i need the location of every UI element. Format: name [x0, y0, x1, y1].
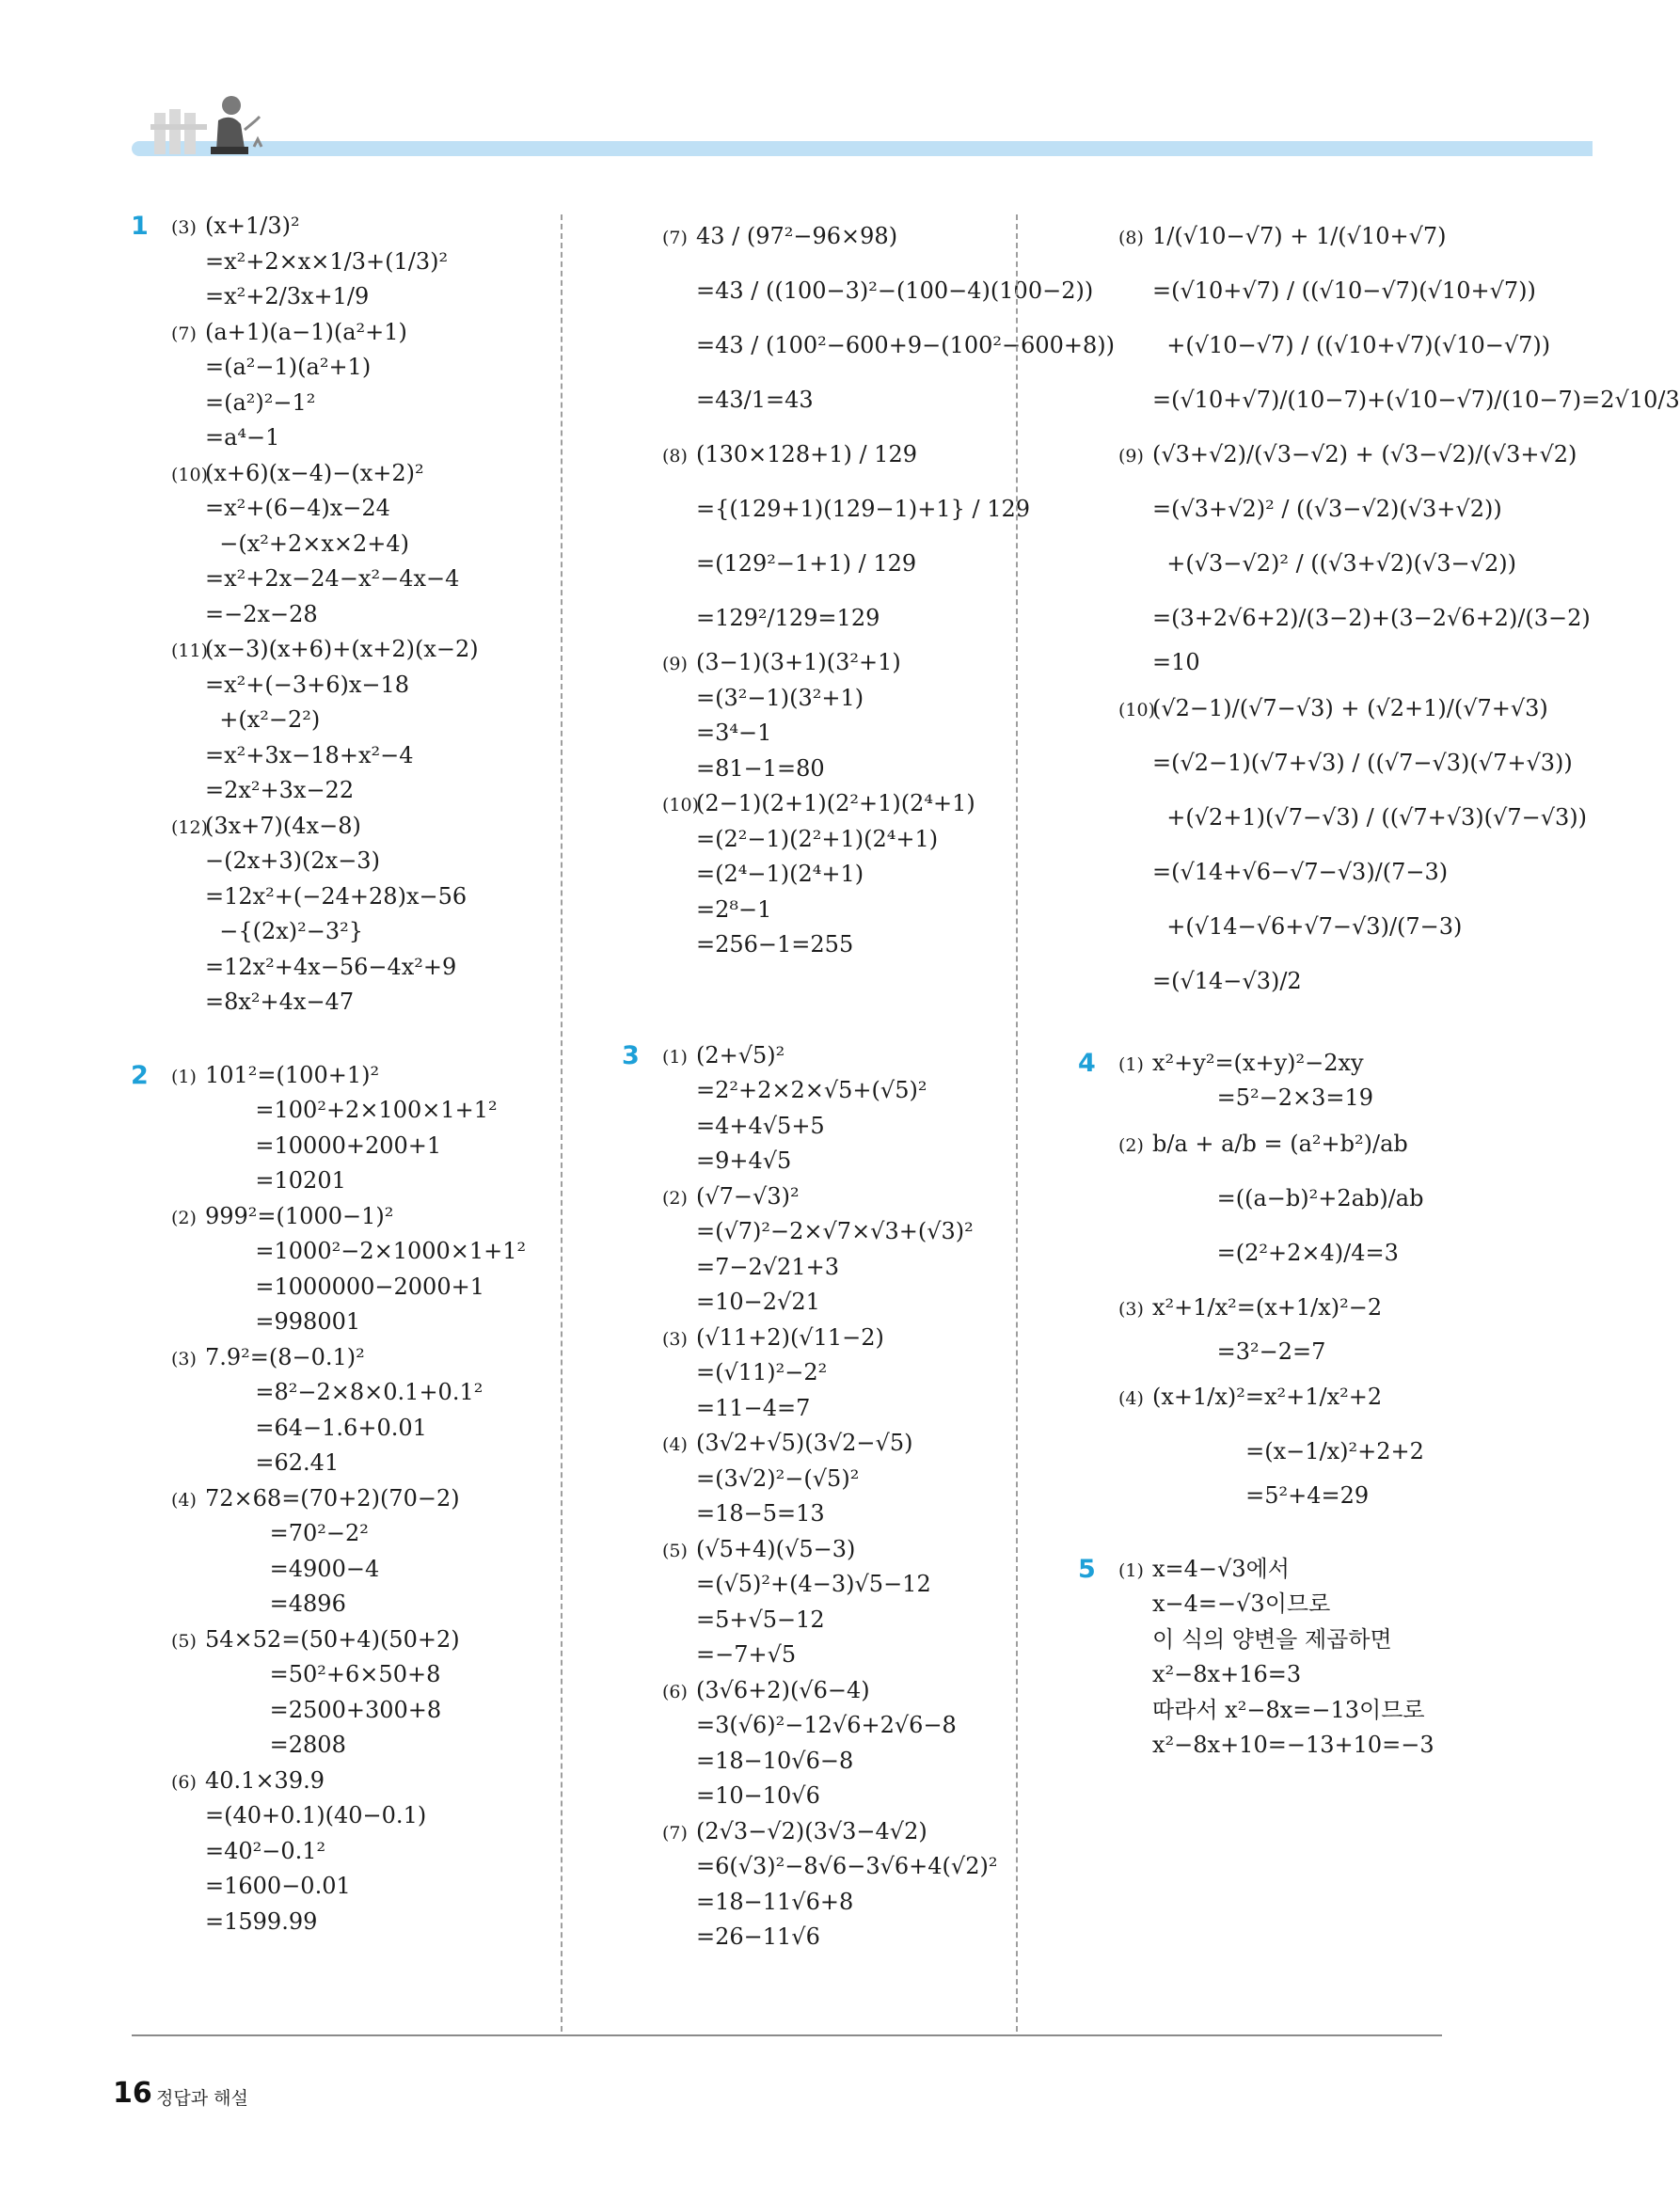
problem-number: 3: [622, 1040, 640, 1070]
spacer: [1079, 1514, 1530, 1552]
solution-line: [132, 844, 583, 879]
math-expression: (√3+√2)/(√3−√2) + (√3−√2)/(√3+√2): [1152, 441, 1577, 467]
solution-line: [132, 632, 583, 668]
solution-line: [623, 1814, 1074, 1850]
solution-line: [1079, 591, 1591, 645]
sub-problem-label: (4): [171, 1489, 197, 1511]
answer-column-3: [1078, 209, 1680, 1764]
math-expression: =6(√3)²−8√6−3√6+4(√2)²: [696, 1853, 998, 1879]
solution-line: [623, 1321, 1074, 1356]
math-expression: (√2−1)/(√7−√3) + (√2+1)/(√7+√3): [1152, 694, 1548, 721]
solution-line: [1079, 645, 1530, 681]
solution-line: [623, 372, 1074, 427]
solution-line: [132, 420, 583, 456]
solution-line: [132, 1552, 583, 1588]
solution-line: [623, 1462, 1074, 1497]
math-expression: (130×128+1) / 129: [696, 441, 917, 467]
solution-line: [132, 914, 583, 950]
solution-line: [623, 681, 1074, 717]
math-expression: +(√10−√7) / ((√10+√7)(√10−√7)): [1152, 332, 1551, 358]
sub-problem-label: (6): [662, 1681, 688, 1702]
math-expression: (2−1)(2+1)(2²+1)(2⁴+1): [696, 790, 975, 816]
solution-line: [132, 1058, 583, 1094]
math-expression: (3−1)(3+1)(3²+1): [696, 649, 901, 675]
solution-line: [132, 1728, 583, 1764]
math-expression: =10: [1152, 649, 1200, 675]
math-expression: =(√11)²−2²: [696, 1359, 828, 1385]
column-divider: [1016, 214, 1018, 2032]
math-expression: =256−1=255: [696, 931, 854, 958]
sub-problem-label: (4): [662, 1434, 688, 1455]
solution-line: [1079, 1171, 1530, 1226]
math-expression: x²+1/x²=(x+1/x)²−2: [1152, 1293, 1383, 1321]
solution-line: [1079, 1424, 1530, 1479]
solution-line: [132, 1481, 583, 1517]
sub-problem-label: (3): [171, 217, 197, 238]
math-expression: =(√5)²+(4−3)√5−12: [696, 1571, 931, 1597]
math-expression: =(√10+√7)/(10−7)+(√10−√7)/(10−7)=2√10/3: [1152, 387, 1680, 413]
math-expression: =2808: [205, 1732, 346, 1758]
solution-line: [132, 1129, 583, 1164]
solution-line: [1079, 427, 1577, 482]
solution-line: [623, 1109, 1074, 1145]
math-expression: =26−11√6: [696, 1923, 820, 1950]
math-expression: =70²−2²: [205, 1520, 369, 1546]
solution-line: [1079, 845, 1530, 899]
math-expression: b/a + a/b = (a²+b²)/ab: [1152, 1130, 1408, 1157]
sub-problem-label: (8): [662, 446, 688, 467]
solution-line: [623, 893, 1074, 928]
math-expression: =10000+200+1: [205, 1132, 442, 1159]
sub-problem-label: (10): [662, 795, 700, 815]
math-expression: (x+6)(x−4)−(x+2)²: [205, 459, 424, 486]
math-expression: =43 / (100²−600+9−(100²−600+8)): [696, 332, 1116, 358]
solution-line: [623, 1355, 1074, 1391]
solution-line: [623, 857, 1074, 893]
solution-line: [132, 1693, 583, 1729]
math-expression: (2√3−√2)(3√3−4√2): [696, 1817, 927, 1844]
math-expression: =4896: [205, 1591, 346, 1617]
solution-line: [623, 263, 1094, 318]
math-expression: (√5+4)(√5−3): [696, 1535, 856, 1562]
solution-line: [623, 209, 1074, 263]
solution-line: [132, 1764, 583, 1799]
solution-line: [623, 1849, 1074, 1885]
solution-line: [132, 1340, 583, 1376]
solution-line: [132, 456, 583, 492]
column-divider: [561, 214, 563, 2032]
solution-line: [132, 1199, 583, 1235]
math-expression: x²+y²=(x+y)²−2xy: [1152, 1049, 1364, 1076]
sub-problem-label: (1): [171, 1066, 197, 1087]
solution-line: [623, 1496, 1074, 1532]
math-expression: =(√10+√7) / ((√10−√7)(√10+√7)): [1152, 277, 1536, 304]
solution-line: [623, 482, 1074, 536]
problem-number: 4: [1078, 1048, 1096, 1078]
math-expression: =(2²+2×4)/4=3: [1152, 1239, 1399, 1266]
solution-line: [1079, 209, 1530, 263]
math-expression: =8²−2×8×0.1+0.1²: [205, 1379, 483, 1405]
math-expression: =10201: [205, 1167, 346, 1194]
solution-line: [132, 527, 583, 562]
spacer: [623, 963, 1074, 1001]
solution-line: [132, 1305, 583, 1340]
math-expression: =(2²−1)(2²+1)(2⁴+1): [696, 825, 939, 852]
math-expression: (√11+2)(√11−2): [696, 1323, 884, 1351]
solution-line: [1079, 790, 1587, 845]
solution-line: [1079, 1587, 1530, 1622]
math-expression: =18−5=13: [696, 1500, 825, 1527]
math-expression: =2x²+3x−22: [205, 777, 355, 803]
solution-line: [132, 1270, 583, 1306]
math-expression: =x²+3x−18+x²−4: [205, 741, 414, 768]
sub-problem-label: (1): [1118, 1559, 1144, 1581]
solution-line: [623, 1744, 1074, 1780]
math-expression: =(129²−1+1) / 129: [696, 550, 917, 577]
math-expression: =3(√6)²−12√6+2√6−8: [696, 1712, 957, 1738]
solution-line: [1079, 681, 1548, 736]
solution-line: [623, 752, 1074, 787]
math-expression: =43/1=43: [696, 387, 814, 413]
sub-problem-label: (1): [662, 1046, 688, 1068]
math-expression: =43 / ((100−3)²−(100−4)(100−2)): [696, 277, 1094, 304]
solution-line: [1079, 1081, 1530, 1116]
solution-line: [1079, 1116, 1530, 1171]
solution-line: [623, 1038, 1074, 1074]
answer-column-2: [622, 209, 1116, 1955]
solution-line: [132, 703, 583, 738]
math-expression: =4900−4: [205, 1555, 380, 1582]
solution-line: [132, 773, 583, 809]
solution-line: [1079, 1479, 1530, 1514]
math-expression: =11−4=7: [696, 1394, 811, 1421]
solution-line: [623, 1638, 1074, 1673]
solution-line: [623, 1391, 1074, 1427]
solution-line: [132, 562, 583, 597]
sub-problem-label: (6): [171, 1771, 197, 1793]
math-expression: +(x²−2²): [205, 706, 321, 733]
solution-line: [132, 209, 583, 245]
math-expression: x²−8x+16=3: [1152, 1661, 1302, 1687]
sub-problem-label: (9): [1118, 446, 1144, 467]
solution-line: [132, 1411, 583, 1447]
sub-problem-label: (2): [662, 1187, 688, 1209]
math-expression: 54×52=(50+4)(50+2): [205, 1625, 460, 1653]
math-expression: =10−10√6: [696, 1782, 820, 1809]
math-expression: =1599.99: [205, 1907, 318, 1935]
solution-line: [1079, 899, 1530, 954]
math-expression: =5²−2×3=19: [1152, 1084, 1374, 1111]
math-expression: =−7+√5: [696, 1641, 797, 1668]
sub-problem-label: (7): [662, 228, 688, 248]
solution-line: [132, 350, 583, 386]
math-expression: =((a−b)²+2ab)/ab: [1152, 1184, 1424, 1211]
problem-number: 5: [1078, 1554, 1096, 1584]
answer-column-1: [132, 209, 583, 1939]
math-expression: =3⁴−1: [696, 720, 772, 746]
math-expression: (x+1/x)²=x²+1/x²+2: [1152, 1384, 1383, 1410]
solution-line: [1079, 372, 1680, 427]
sub-problem-label: (5): [662, 1540, 688, 1561]
solution-line: [132, 1234, 583, 1270]
math-expression: =12x²+4x−56−4x²+9: [205, 953, 457, 980]
math-expression: =x²+(6−4)x−24: [205, 495, 390, 521]
math-expression: (3√6+2)(√6−4): [696, 1676, 870, 1703]
sub-problem-label: (2): [1118, 1134, 1144, 1156]
solution-line: [132, 386, 583, 421]
math-expression: =100²+2×100×1+1²: [205, 1097, 498, 1123]
solution-line: [623, 1285, 1074, 1321]
math-expression: +(√2+1)(√7−√3) / ((√7+√3)(√7−√3)): [1152, 803, 1587, 831]
problem-number: 2: [131, 1060, 149, 1090]
solution-line: [132, 1869, 583, 1905]
solution-line: [623, 1673, 1074, 1709]
math-expression: =40²−0.1²: [205, 1837, 326, 1864]
solution-line: [132, 985, 583, 1021]
math-expression: =1000000−2000+1: [205, 1273, 484, 1300]
sub-problem-label: (9): [662, 654, 688, 674]
math-expression: 7.9²=(8−0.1)²: [205, 1343, 365, 1370]
math-expression: =3²−2=7: [1152, 1337, 1326, 1365]
math-expression: =(3²−1)(3²+1): [696, 684, 864, 711]
solution-line: [1079, 263, 1536, 318]
solution-line: [623, 1073, 1074, 1109]
sub-problem-label: (8): [1118, 228, 1144, 248]
math-expression: =2²+2×2×√5+(√5)²: [696, 1077, 927, 1103]
math-expression: =1000²−2×1000×1+1²: [205, 1238, 527, 1264]
math-expression: =129²/129=129: [696, 605, 880, 631]
math-expression: =(x−1/x)²+2+2: [1152, 1438, 1424, 1464]
solution-line: [1079, 1693, 1530, 1729]
spacer: [132, 1021, 583, 1058]
solution-line: [132, 1905, 583, 1940]
solution-line: [132, 279, 583, 315]
math-expression: =10−2√21: [696, 1289, 820, 1315]
math-expression: =18−10√6−8: [696, 1747, 854, 1774]
math-expression: (x+1/3)²: [205, 213, 300, 239]
math-expression: +(√3−√2)² / ((√3+√2)(√3−√2)): [1152, 550, 1516, 577]
solution-line: [132, 1375, 583, 1411]
solution-line: [623, 1179, 1074, 1215]
solution-line: [623, 1250, 1074, 1286]
solution-line: [1079, 482, 1530, 536]
solution-line: [132, 879, 583, 915]
solution-line: [132, 597, 583, 633]
solution-line: [132, 1622, 583, 1658]
solution-line: [623, 591, 1074, 645]
math-expression: −(2x+3)(2x−3): [205, 847, 380, 874]
math-expression: =(40+0.1)(40−0.1): [205, 1802, 427, 1828]
math-expression: x−4=−√3이므로: [1152, 1591, 1331, 1617]
math-expression: =(3√2)²−(√5)²: [696, 1464, 860, 1492]
math-expression: (√7−√3)²: [696, 1182, 800, 1210]
math-expression: (3x+7)(4x−8): [205, 812, 361, 839]
math-expression: (3√2+√5)(3√2−√5): [696, 1430, 913, 1456]
solution-line: [623, 1885, 1074, 1921]
math-expression: (x−3)(x+6)+(x+2)(x−2): [205, 636, 479, 662]
math-expression: x=4−√3에서: [1152, 1555, 1290, 1582]
solution-line: [623, 927, 1074, 963]
solution-line: [132, 491, 583, 527]
solution-line: [132, 1446, 583, 1481]
sub-problem-label: (7): [662, 1822, 688, 1844]
solution-line: [623, 786, 1074, 822]
math-expression: =(2⁴−1)(2⁴+1): [696, 861, 864, 887]
math-expression: =2500+300+8: [205, 1696, 442, 1723]
math-expression: =18−11√6+8: [696, 1888, 854, 1915]
sub-problem-label: (7): [171, 323, 197, 344]
solution-line: [1079, 954, 1530, 1008]
sub-problem-label: (5): [171, 1630, 197, 1652]
solution-line: [132, 315, 583, 351]
solution-line: [1079, 1622, 1530, 1658]
math-expression: =(√3+√2)² / ((√3−√2)(√3+√2)): [1152, 496, 1502, 522]
sub-problem-label: (4): [1118, 1388, 1144, 1409]
math-expression: =9+4√5: [696, 1147, 792, 1174]
math-expression: =7−2√21+3: [696, 1253, 839, 1280]
solution-line: [1079, 1280, 1530, 1335]
math-expression: =62.41: [205, 1449, 340, 1476]
math-expression: =8x²+4x−47: [205, 989, 355, 1015]
math-expression: =5+√5−12: [696, 1606, 825, 1633]
spacer: [1079, 1008, 1530, 1046]
page-number: 16: [113, 2077, 152, 2110]
solution-line: [1079, 736, 1573, 790]
solution-line: [623, 1532, 1074, 1568]
sub-problem-label: (11): [171, 641, 209, 661]
sub-problem-label: (2): [171, 1207, 197, 1228]
solution-line: [132, 1657, 583, 1693]
math-expression: =x²+2/3x+1/9: [205, 283, 370, 309]
math-expression: =(√2−1)(√7+√3) / ((√7−√3)(√7+√3)): [1152, 749, 1573, 776]
solution-line: [623, 645, 1074, 681]
math-expression: 이 식의 양변을 제곱하면: [1152, 1625, 1392, 1653]
solution-line: [132, 668, 583, 704]
math-expression: =x²+2×x×1/3+(1/3)²: [205, 247, 449, 275]
math-expression: +(√14−√6+√7−√3)/(7−3): [1152, 912, 1463, 940]
footer-section-title: 정답과 해설: [156, 2088, 248, 2109]
math-expression: x²−8x+10=−13+10=−3: [1152, 1732, 1434, 1758]
math-expression: =(√14+√6−√7−√3)/(7−3): [1152, 858, 1449, 885]
math-expression: 101²=(100+1)²: [205, 1061, 380, 1088]
math-expression: =x²+(−3+6)x−18: [205, 671, 410, 698]
solution-line: [132, 245, 583, 280]
math-expression: =x²+2x−24−x²−4x−4: [205, 565, 460, 592]
problem-number: 1: [131, 212, 149, 241]
solution-line: [1079, 1046, 1530, 1082]
solution-line: [1079, 1552, 1530, 1588]
math-expression: =a⁴−1: [205, 424, 280, 451]
spacer: [623, 1001, 1074, 1038]
solution-line: [1079, 1226, 1530, 1280]
math-expression: −{(2x)²−3²}: [205, 918, 364, 944]
math-expression: =(√7)²−2×√7×√3+(√3)²: [696, 1218, 974, 1244]
solution-line: [623, 318, 1116, 372]
solution-line: [623, 1214, 1074, 1250]
sub-problem-label: (3): [1118, 1298, 1144, 1320]
math-expression: =−2x−28: [205, 600, 318, 627]
math-expression: =4+4√5+5: [696, 1112, 825, 1139]
solution-line: [1079, 1728, 1530, 1764]
math-expression: 72×68=(70+2)(70−2): [205, 1484, 460, 1512]
footer-rule: [132, 2034, 1442, 2036]
math-expression: −(x²+2×x×2+4): [205, 530, 410, 557]
math-expression: =(a²−1)(a²+1): [205, 354, 372, 380]
solution-line: [623, 427, 1074, 482]
solution-line: [623, 1144, 1074, 1179]
solution-line: [132, 1163, 583, 1199]
solution-line: [1079, 1335, 1530, 1370]
solution-line: [623, 1779, 1074, 1814]
sub-problem-label: (10): [171, 464, 209, 485]
header-bar: [132, 141, 1593, 156]
solution-line: [623, 1708, 1074, 1744]
solution-line: [132, 1093, 583, 1129]
solution-line: [132, 809, 583, 845]
person-gardening-illustration: [151, 92, 263, 156]
sub-problem-label: (1): [1118, 1053, 1144, 1075]
math-expression: (2+√5)²: [696, 1041, 785, 1068]
math-expression: =998001: [205, 1308, 361, 1335]
solution-line: [1079, 318, 1551, 372]
math-expression: =5²+4=29: [1152, 1482, 1370, 1509]
solution-line: [132, 1798, 583, 1834]
math-expression: 1/(√10−√7) + 1/(√10+√7): [1152, 223, 1447, 249]
solution-line: [1079, 1657, 1530, 1693]
solution-line: [132, 950, 583, 986]
solution-line: [1079, 1369, 1530, 1424]
math-expression: ={(129+1)(129−1)+1} / 129: [696, 496, 1031, 522]
math-expression: =(√14−√3)/2: [1152, 967, 1302, 994]
math-expression: =(3+2√6+2)/(3−2)+(3−2√6+2)/(3−2): [1152, 605, 1591, 631]
solution-line: [623, 822, 1074, 858]
math-expression: =2⁸−1: [696, 895, 772, 923]
solution-line: [132, 738, 583, 774]
math-expression: =64−1.6+0.01: [205, 1414, 427, 1441]
sub-problem-label: (3): [662, 1328, 688, 1350]
solution-line: [132, 1834, 583, 1870]
sub-problem-label: (10): [1118, 699, 1156, 720]
solution-line: [623, 1603, 1074, 1638]
solution-line: [623, 1920, 1074, 1955]
sub-problem-label: (12): [171, 816, 209, 838]
math-expression: 43 / (97²−96×98): [696, 223, 898, 249]
math-expression: =1600−0.01: [205, 1873, 351, 1899]
sub-problem-label: (3): [171, 1348, 197, 1369]
math-expression: =81−1=80: [696, 754, 825, 782]
math-expression: (a+1)(a−1)(a²+1): [205, 318, 407, 345]
solution-line: [623, 536, 1074, 591]
solution-line: [623, 1567, 1074, 1603]
math-expression: 따라서 x²−8x=−13이므로: [1152, 1696, 1425, 1723]
solution-line: [623, 716, 1074, 752]
solution-line: [623, 1426, 1074, 1462]
math-expression: 40.1×39.9: [205, 1766, 325, 1794]
math-expression: =50²+6×50+8: [205, 1661, 441, 1687]
solution-line: [132, 1587, 583, 1622]
math-expression: =(a²)²−1²: [205, 388, 316, 416]
math-expression: =12x²+(−24+28)x−56: [205, 882, 468, 910]
math-expression: 999²=(1000−1)²: [205, 1202, 394, 1229]
solution-line: [132, 1516, 583, 1552]
page-header: [0, 56, 1593, 169]
solution-line: [1079, 536, 1530, 591]
